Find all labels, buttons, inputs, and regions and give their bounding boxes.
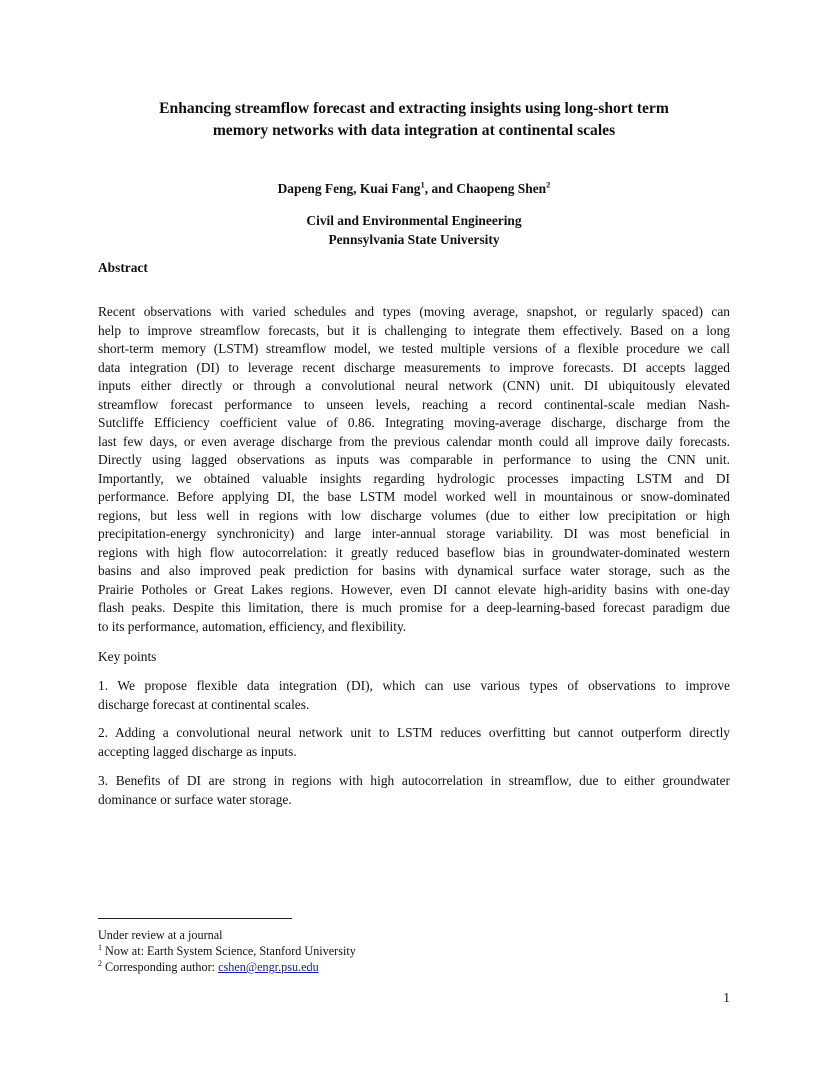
title-line: memory networks with data integration at continental scales [212,122,616,139]
affiliation-line: Civil and Environmental Engineering [306,213,522,228]
author-fang-affiliation-mark: 1 [420,179,425,190]
abstract-line: data integration (DI) to leverage recent discharge measurements to improve forecasts. DI accepts lagged [98,359,730,375]
abstract-line: Recent observations with varied schedules and types (moving average, snapshot, or regularly spaced) can [98,304,730,319]
abstract-line: regions with high flow autocorrelation: it greatly reduced baseflow bias in groundwater-dominated western [98,544,730,560]
footnote-1 [98,943,730,959]
key-point-line: 2. Adding a convolutional neural network unit to LSTM reduces overfitting but cannot outperform directly [98,725,730,740]
abstract-paragraph [98,303,730,636]
abstract-line: Sutcliffe Efficiency coefficient value of 0.86. Integrating moving-average discharge, discharge from the [98,415,730,430]
abstract-line: inputs either directly or through a convolutional neural network (CNN) unit. DI ubiquitously elevated [98,378,730,393]
abstract-line: regions, but less well in regions with low discharge volumes (due to either low precipitation or high [98,507,730,523]
abstract-line: short-term memory (LSTM) streamflow model, we tested multiple versions of a flexible procedure we call [98,341,730,356]
key-point-3 [98,772,730,809]
abstract-line: flash peaks. Despite this limitation, there is much promise for a deep-learning-based forecast paradigm due [98,600,730,615]
key-point-line: accepting lagged discharge as inputs. [98,743,297,759]
footnote-1-mark: 1 [98,942,102,952]
abstract-line: to its performance, automation, efficiency, and flexibility. [98,618,407,634]
abstract-heading: Abstract [98,260,148,275]
key-point-line: discharge forecast at continental scales. [98,696,310,712]
affiliation [98,211,730,249]
key-point-line: 3. Benefits of DI are strong in regions with high autocorrelation in streamflow, due to either groundwater [98,773,730,788]
author-fang: Kuai Fang [359,181,421,196]
author-shen-affiliation-mark: 2 [546,179,551,190]
abstract-line: performance. Before applying DI, the base LSTM model worked well in mountainous or snow-dominated [98,489,730,504]
author-separator: , and [424,181,457,196]
abstract-line: help to improve streamflow forecasts, but it is challenging to integrate them effectively. Based on a long [98,322,730,338]
corresponding-author-email-link[interactable]: cshen@engr.psu.edu [218,960,319,974]
abstract-line: Prairie Potholes or Great Lakes regions. However, even DI cannot elevate high-aridity basins with one-day [98,581,730,597]
footnote-2-text: Corresponding author: [102,960,219,974]
footnote-2 [98,959,730,975]
author-list [98,180,730,198]
abstract-line: streamflow forecast performance to unseen levels, reaching a record continental-scale median Nash- [98,396,730,412]
paper-title [98,98,730,142]
key-point-2 [98,724,730,761]
title-line: Enhancing streamflow forecast and extracting insights using long-short term [159,100,669,117]
affiliation-line: Pennsylvania State University [328,232,500,247]
footnote-review-status: Under review at a journal [98,928,223,942]
abstract-line: last few days, or even average discharge from the previous calendar month could all improve daily forecasts. [98,433,730,449]
key-point-1 [98,677,730,714]
abstract-line: Importantly, we obtained valuable insights regarding hydrologic processes impacting LSTM and DI [98,470,730,486]
footnotes [98,927,730,975]
key-point-line: dominance or surface water storage. [98,791,292,807]
author-feng: Dapeng Feng, [277,181,360,196]
abstract-line: precipitation-energy synchronicity) and large inter-annual storage variability. DI was most beneficial in [98,526,730,541]
author-shen: Chaopeng Shen [456,181,547,196]
footnote-2-mark: 2 [98,958,102,968]
page-number: 1 [723,990,730,1005]
footnote-1-text: Now at: Earth System Science, Stanford University [102,944,356,958]
key-points-heading: Key points [98,649,157,664]
abstract-line: basins and also improved peak prediction for basins with dynamical surface water storage, such as the [98,563,730,578]
abstract-line: Directly using lagged observations as inputs was comparable in performance to using the CNN unit. [98,452,730,467]
footnote-divider [98,918,292,919]
key-point-line: 1. We propose flexible data integration (DI), which can use various types of observations to improve [98,678,730,693]
